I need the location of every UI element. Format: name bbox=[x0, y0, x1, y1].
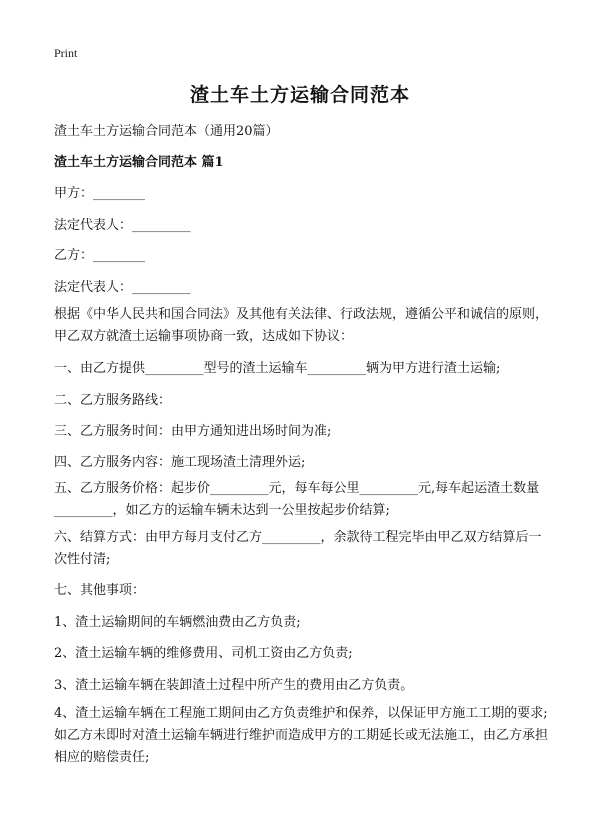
clause-4: 四、乙方服务内容：施工现场渣土清理外运; bbox=[54, 455, 306, 470]
intro-paragraph: 根据《中华人民共和国合同法》及其他有关法律、行政法规，遵循公平和诚信的原则，甲乙双方就渣土运输事项协商一致，达成如下协议： bbox=[54, 307, 549, 344]
party-a-representative-field: 法定代表人：_________ bbox=[54, 218, 191, 233]
print-label: Print bbox=[54, 46, 78, 60]
clause-1: 一、由乙方提供_________型号的渣土运输车_________辆为甲方进行渣土运输; bbox=[54, 361, 501, 376]
document-subtitle: 渣土车土方运输合同范本（通用20篇） bbox=[54, 124, 279, 139]
party-b-field: 乙方：________ bbox=[54, 248, 146, 263]
item-3: 3、渣土运输车辆在装卸渣土过程中所产生的费用由乙方负责。 bbox=[54, 678, 414, 693]
document-title: 渣土车土方运输合同范本 bbox=[189, 84, 410, 106]
clause-6: 六、结算方式：由甲方每月支付乙方_________，余款待工程完毕由甲乙双方结算后一次性付清; bbox=[54, 530, 542, 567]
item-4: 4、渣土运输车辆在工程施工期间由乙方负责维护和保养，以保证甲方施工工期的要求;如乙方未即时对渣土运输车辆进行维护而造成甲方的工期延长或无法施工，由乙方承担相应的赔偿责任; bbox=[54, 706, 549, 765]
party-b-representative-field: 法定代表人：_________ bbox=[54, 280, 191, 295]
party-a-field: 甲方：________ bbox=[54, 186, 146, 201]
clause-5: 五、乙方服务价格：起步价_________元，每车每公里_________元,每车起运渣土数量_________，如乙方的运输车辆未达到一公里按起步价结算; bbox=[54, 481, 540, 518]
section-heading: 渣土车土方运输合同范本 篇1 bbox=[54, 155, 224, 170]
clause-3: 三、乙方服务时间：由甲方通知进出场时间为准; bbox=[54, 424, 332, 439]
clause-7: 七、其他事项： bbox=[54, 583, 146, 598]
item-2: 2、渣土运输车辆的维修费用、司机工资由乙方负责; bbox=[54, 646, 353, 661]
item-1: 1、渣土运输期间的车辆燃油费由乙方负责; bbox=[54, 615, 301, 630]
clause-2: 二、乙方服务路线： bbox=[54, 393, 172, 408]
